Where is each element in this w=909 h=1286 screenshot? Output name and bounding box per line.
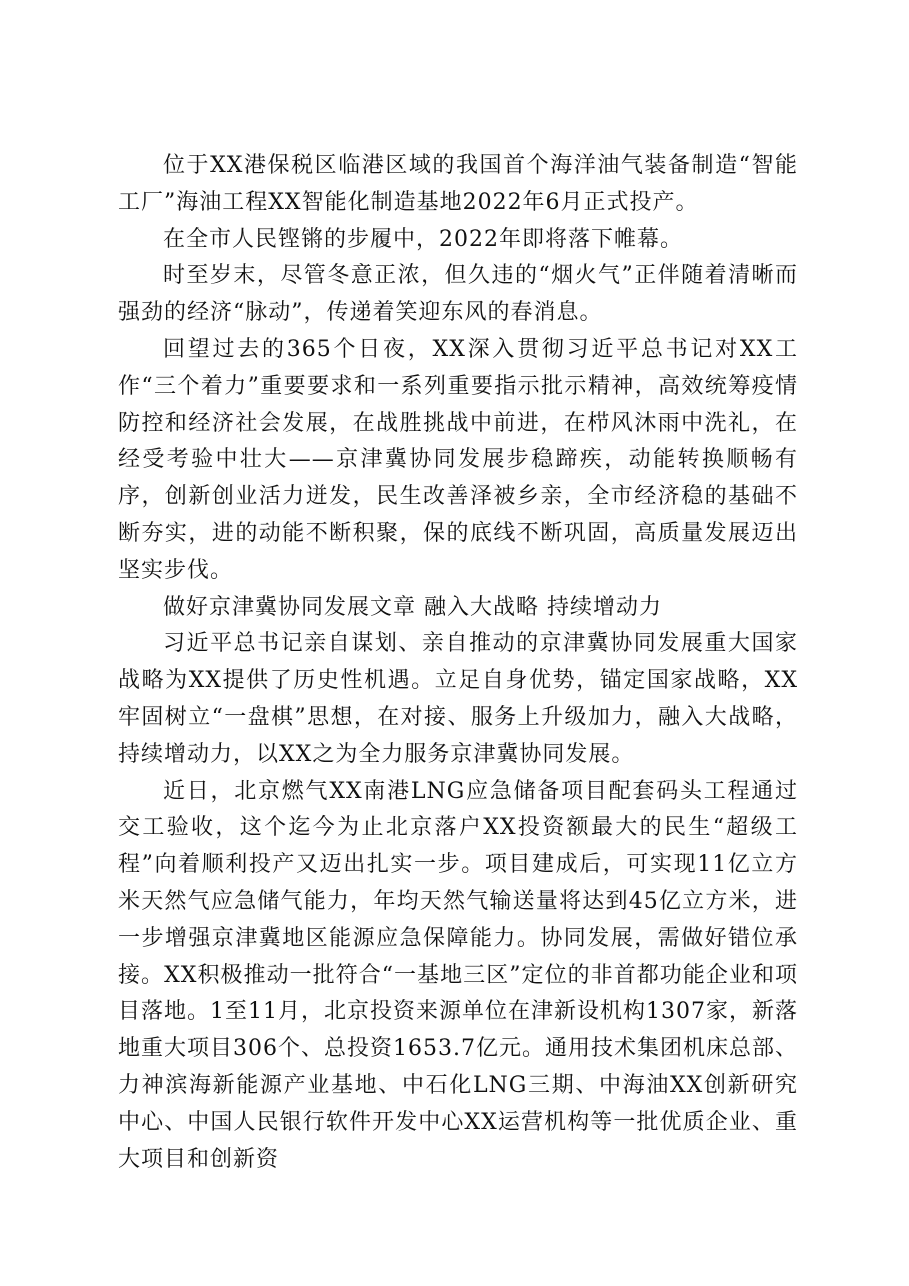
paragraph-intro: 位于XX港保税区临港区域的我国首个海洋油气装备制造“智能工厂”海油工程XX智能化制造基地2022年6月正式投产。 bbox=[118, 153, 798, 215]
paragraph-strategy: 习近平总书记亲自谋划、亲自推动的京津冀协同发展重大国家战略为XX提供了历史性机遇。立足自身优势，锚定国家战略，XX牢固树立“一盘棋”思想，在对接、服务上升级加力，融入大战略，持续增动力，以XX之为全力服务京津冀协同发展。 bbox=[118, 631, 798, 767]
document-body bbox=[118, 148, 798, 1178]
paragraph-review: 回望过去的365个日夜，XX深入贯彻习近平总书记对XX工作“三个着力”重要要求和一系列重要指示批示精神，高效统筹疫情防控和经济社会发展，在战胜挑战中前进，在栉风沐雨中洗礼，在经受考验中壮大——京津冀协同发展步稳蹄疾，动能转换顺畅有序，创新创业活力迸发，民生改善泽被乡亲，全市经济稳的基础不断夯实，进的动能不断积聚，保的底线不断巩固，高质量发展迈出坚实步伐。 bbox=[118, 336, 798, 583]
section-heading: 做好京津冀协同发展文章 融入大战略 持续增动力 bbox=[163, 594, 662, 620]
paragraph-year-end: 在全市人民铿锵的步履中，2022年即将落下帷幕。 bbox=[163, 226, 683, 252]
paragraph-winter: 时至岁末，尽管冬意正浓，但久违的“烟火气”正伴随着清晰而强劲的经济“脉动”，传递着笑迎东风的春消息。 bbox=[118, 263, 798, 326]
paragraph-lng-project: 近日，北京燃气XX南港LNG应急储备项目配套码头工程通过交工验收，这个迄今为止北京落户XX投资额最大的民生“超级工程”向着顺利投产又迈出扎实一步。项目建成后，可实现11亿立方米天然气应急储气能力，年均天然气输送量将达到45亿立方米，进一步增强京津冀地区能源应急保障能力。协同发展，需做好错位承接。XX积极推动一批符合“一基地三区”定位的非首都功能企业和项目落地。1至11月，北京投资来源单位在津新设机构1307家，新落地重大项目306个、总投资1653.7亿元。通用技术集团机床总部、力神滨海新能源产业基地、中石化LNG三期、中海油XX创新研究中心、中国人民银行软件开发中心XX运营机构等一批优质企业、重大项目和创新资 bbox=[118, 778, 798, 1172]
